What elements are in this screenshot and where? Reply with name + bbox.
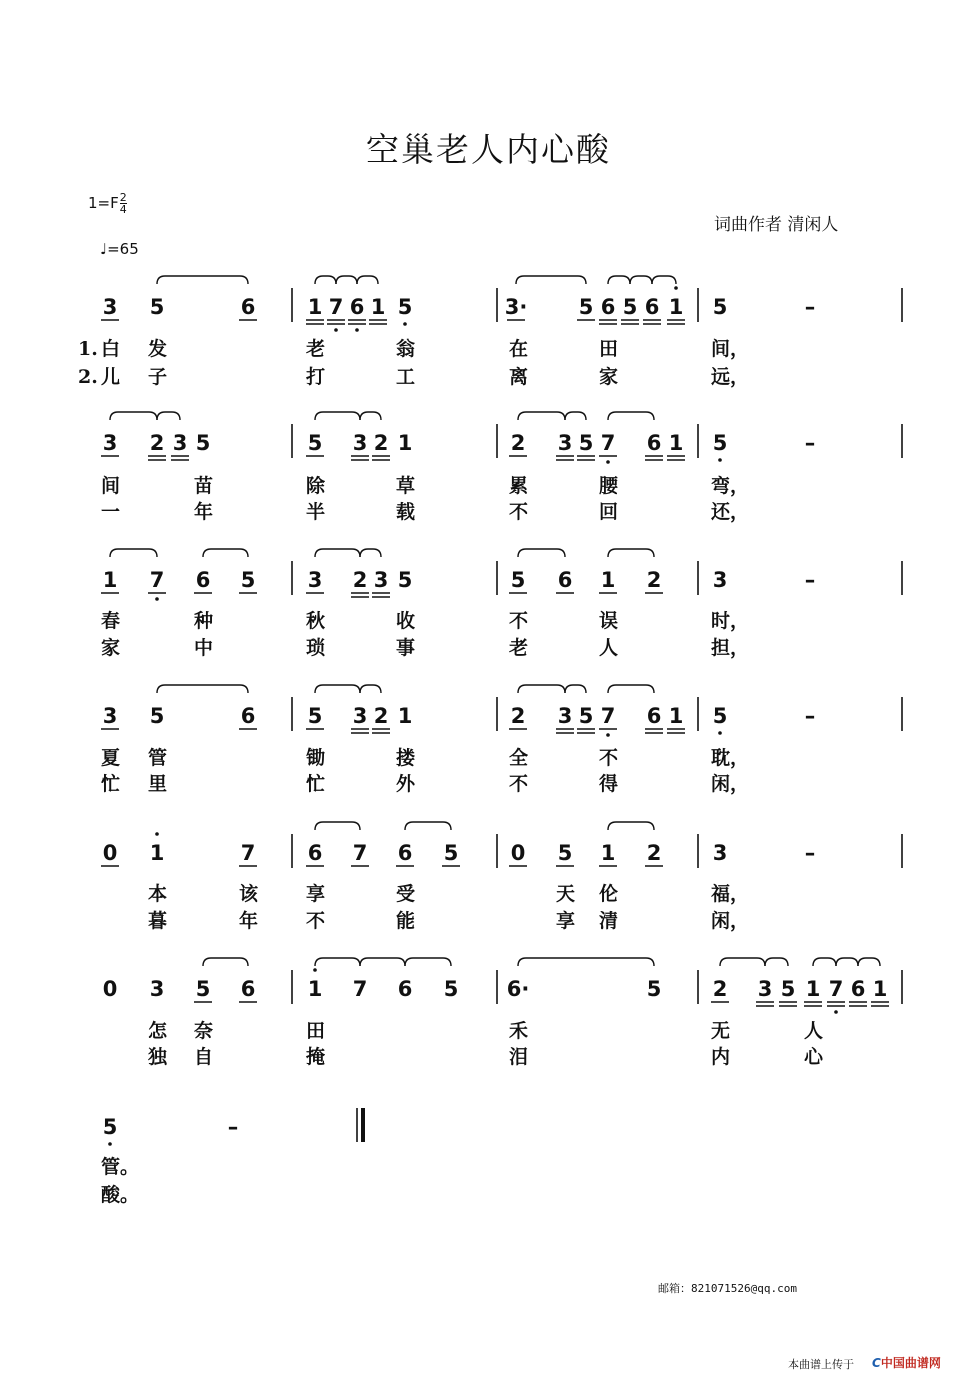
note: 3 [757, 977, 773, 1001]
note: 6 [397, 841, 413, 865]
note: 2 [149, 431, 165, 455]
lyric-verse-2: 年 [194, 501, 214, 523]
slur-arc [315, 276, 336, 284]
lyric-verse-1: 累 [509, 475, 529, 497]
low-octave-dot [108, 1142, 112, 1146]
slur-arc [110, 549, 157, 557]
note: 5 [578, 431, 594, 455]
note: 2 [646, 841, 662, 865]
lyric-verse-2: 半 [306, 501, 326, 523]
slur-arc [315, 822, 360, 830]
song-title: 空巢老人内心酸 [366, 130, 611, 169]
low-octave-dot [834, 1010, 838, 1014]
slur-arc [720, 958, 765, 966]
note: 7 [352, 977, 368, 1001]
note: 5 [195, 431, 211, 455]
note: 3 [102, 431, 118, 455]
note: 3 [102, 295, 118, 319]
lyric-verse-2: 老 [509, 637, 529, 659]
note: 1 [668, 704, 684, 728]
note: 1 [397, 431, 413, 455]
note: 3 [557, 431, 573, 455]
note: 1 [370, 295, 386, 319]
note: 5 [240, 568, 256, 592]
lyric-verse-1: 间， [711, 338, 750, 360]
note: 5 [195, 977, 211, 1001]
lyric-verse-1: 田 [306, 1020, 326, 1042]
slur-arc [608, 412, 654, 420]
low-octave-dot [155, 597, 159, 601]
lyric-verse-1: 弯， [711, 475, 750, 497]
tempo-value: =65 [107, 240, 139, 258]
quarter-note-icon: ♩ [100, 240, 108, 258]
tempo-mark [100, 240, 139, 258]
lyric-verse-1: 春 [101, 610, 121, 632]
slur-arc [858, 958, 880, 966]
lyric-verse-2: 清 [599, 910, 619, 932]
note: 5 [646, 977, 662, 1001]
lyric-verse-2: 工 [396, 366, 416, 388]
slur-arc [565, 685, 586, 693]
slur-arc [518, 412, 565, 420]
note: 5 [443, 841, 459, 865]
note: 6 [397, 977, 413, 1001]
site-logo [872, 1354, 941, 1371]
sustain-dash: – [804, 704, 816, 728]
lyric-verse-2: 心 [804, 1046, 824, 1068]
note: 6 [240, 977, 256, 1001]
note: 5 [102, 1115, 118, 1139]
note: 6 [195, 568, 211, 592]
lyric-verse-1: 夏 [101, 747, 121, 769]
low-octave-dot [606, 460, 610, 464]
slur-arc [203, 549, 248, 557]
lyric-verse-1: 受 [396, 883, 416, 905]
note: 3 [712, 568, 728, 592]
note: 5 [712, 295, 728, 319]
slur-arc [357, 276, 378, 284]
note: 3 [352, 431, 368, 455]
lyric-verse-1: 不 [599, 747, 619, 769]
note: 1 [600, 568, 616, 592]
time-bottom: 4 [119, 203, 127, 216]
note: 0 [102, 841, 118, 865]
lyric-verse-1: 间 [101, 475, 121, 497]
sustain-dash: – [804, 431, 816, 455]
note: 1 [307, 295, 323, 319]
sustain-dash: – [804, 841, 816, 865]
slur-arc [110, 412, 157, 420]
note: 5 [443, 977, 459, 1001]
note: 1 [872, 977, 888, 1001]
note: 7 [240, 841, 256, 865]
lyric-verse-1: 收 [396, 610, 416, 632]
note: 3 [102, 704, 118, 728]
note: 6· [506, 977, 530, 1001]
slur-arc [360, 958, 405, 966]
note: 5 [712, 431, 728, 455]
lyric-verse-1: 草 [396, 475, 416, 497]
lyric-verse-2: 享 [556, 910, 576, 932]
note: 5 [149, 704, 165, 728]
lyric-verse-1: 发 [148, 338, 168, 360]
slur-arc [157, 276, 248, 284]
note: 6 [644, 295, 660, 319]
slur-arc [157, 685, 248, 693]
lyric-verse-1: 奈 [194, 1020, 214, 1042]
note: 1 [102, 568, 118, 592]
low-octave-dot [718, 731, 722, 735]
lyric-verse-2: 闲， [711, 910, 750, 932]
lyric-verse-1: 管 [148, 747, 168, 769]
lyric-verse-1: 怎 [148, 1020, 168, 1042]
slur-arc [608, 276, 630, 284]
slur-arc [516, 276, 586, 284]
slur-arc [360, 549, 381, 557]
lyric-verse-1: 搂 [396, 747, 416, 769]
slur-arc [203, 958, 248, 966]
lyric-verse-2: 子 [148, 366, 168, 388]
note: 7 [352, 841, 368, 865]
slur-arc [836, 958, 858, 966]
note: 3 [307, 568, 323, 592]
note: 2 [712, 977, 728, 1001]
lyric-verse-2: 内 [711, 1046, 731, 1068]
lyric-verse-1: 老 [306, 338, 326, 360]
note: 6 [646, 431, 662, 455]
lyric-verse-2: 自 [194, 1046, 214, 1068]
lyric-verse-2: 远， [711, 366, 750, 388]
slur-arc [630, 276, 652, 284]
note: 2 [373, 431, 389, 455]
lyric-verse-2: 回 [599, 501, 619, 523]
note: 3 [172, 431, 188, 455]
note: 1 [668, 431, 684, 455]
verse-label-1: 1. [78, 338, 98, 360]
note: 0 [510, 841, 526, 865]
note: 5 [149, 295, 165, 319]
high-octave-dot [155, 832, 159, 836]
lyric-verse-2: 家 [101, 637, 121, 659]
lyric-verse-2: 担， [711, 637, 750, 659]
lyric-verse-1: 不 [509, 610, 529, 632]
lyric-verse-2: 事 [396, 637, 416, 659]
low-octave-dot [355, 328, 359, 332]
note: 1 [805, 977, 821, 1001]
note: 1 [600, 841, 616, 865]
note: 3 [352, 704, 368, 728]
slur-arc [315, 685, 360, 693]
note: 1 [397, 704, 413, 728]
time-top: 2 [119, 191, 127, 204]
lyric-verse-2: 打 [306, 366, 326, 388]
lyric-verse-1: 除 [306, 475, 326, 497]
note: 3 [712, 841, 728, 865]
lyric-verse-2: 独 [148, 1046, 168, 1068]
lyric-verse-2: 儿 [101, 366, 121, 388]
note: 3 [149, 977, 165, 1001]
lyric-verse-2: 琐 [306, 637, 326, 659]
lyric-verse-1: 人 [804, 1020, 824, 1042]
lyric-verse-2: 离 [509, 366, 529, 388]
note: 7 [828, 977, 844, 1001]
lyric-verse-1: 耽， [711, 747, 750, 769]
lyric-verse-1: 苗 [194, 475, 214, 497]
note: 2 [510, 431, 526, 455]
note: 6 [240, 295, 256, 319]
sustain-dash: – [804, 568, 816, 592]
low-octave-dot [718, 458, 722, 462]
contact-email: 邮箱：821071526@qq.com [658, 1282, 797, 1295]
composer-credit: 词曲作者 清闲人 [714, 215, 839, 235]
note: 7 [600, 704, 616, 728]
lyric-verse-1: 禾 [509, 1020, 529, 1042]
high-octave-dot [674, 286, 678, 290]
lyric-verse-1: 田 [599, 338, 619, 360]
lyric-verse-2: 外 [396, 773, 416, 795]
slur-arc [608, 685, 654, 693]
note: 6 [850, 977, 866, 1001]
lyric-verse-1: 伦 [599, 883, 619, 905]
note: 7 [600, 431, 616, 455]
lyric-verse-2: 里 [148, 773, 168, 795]
lyric-verse-2: 家 [599, 366, 619, 388]
slur-arc [336, 276, 357, 284]
verse-label-2: 2. [78, 366, 98, 388]
lyric-verse-2: 酸。 [101, 1184, 140, 1206]
note: 0 [102, 977, 118, 1001]
lyric-verse-2: 得 [599, 773, 619, 795]
lyric-verse-2: 一 [101, 501, 121, 523]
lyric-verse-2: 暮 [148, 910, 168, 932]
lyric-verse-1: 白 [101, 338, 121, 360]
lyric-verse-1: 全 [509, 747, 529, 769]
sustain-dash: – [227, 1115, 239, 1139]
lyric-verse-2: 中 [194, 637, 214, 659]
time-signature [120, 192, 127, 215]
note: 5 [622, 295, 638, 319]
note: 5 [307, 431, 323, 455]
lyric-verse-1: 翁 [396, 338, 416, 360]
slur-arc [518, 958, 654, 966]
note: 3 [373, 568, 389, 592]
sustain-dash: – [804, 295, 816, 319]
lyric-verse-2: 闲， [711, 773, 750, 795]
logo-site-name: 中国曲谱网 [880, 1356, 941, 1370]
logo-mark-icon: C [872, 1356, 881, 1370]
lyric-verse-2: 不 [509, 501, 529, 523]
slur-arc [565, 412, 586, 420]
slur-arc [405, 822, 451, 830]
note: 5 [712, 704, 728, 728]
note: 6 [646, 704, 662, 728]
lyric-verse-1: 该 [239, 883, 259, 905]
note: 3· [504, 295, 528, 319]
note: 7 [149, 568, 165, 592]
high-octave-dot [313, 968, 317, 972]
note: 1 [668, 295, 684, 319]
note: 2 [646, 568, 662, 592]
lyric-verse-2: 不 [509, 773, 529, 795]
note: 5 [510, 568, 526, 592]
lyric-verse-2: 泪 [509, 1046, 529, 1068]
slur-arc [157, 412, 180, 420]
lyric-verse-1: 秋 [306, 610, 326, 632]
lyric-verse-1: 腰 [599, 475, 619, 497]
note: 5 [557, 841, 573, 865]
slur-arc [315, 549, 360, 557]
slur-arc [518, 685, 565, 693]
key-signature [88, 192, 127, 215]
slur-arc [518, 549, 565, 557]
lyric-verse-1: 锄 [306, 747, 326, 769]
low-octave-dot [334, 328, 338, 332]
slur-arc [608, 549, 654, 557]
lyric-verse-2: 年 [239, 910, 259, 932]
note: 6 [557, 568, 573, 592]
slur-arc [360, 412, 381, 420]
slur-arc [765, 958, 788, 966]
note: 5 [578, 295, 594, 319]
note: 3 [557, 704, 573, 728]
lyric-verse-1: 种 [194, 610, 214, 632]
key-label: 1=F [88, 194, 119, 212]
lyric-verse-1: 时， [711, 610, 750, 632]
lyric-verse-1: 管。 [101, 1156, 140, 1178]
note: 2 [510, 704, 526, 728]
lyric-verse-2: 忙 [306, 773, 326, 795]
upload-note: 本曲谱上传于 [788, 1358, 854, 1371]
lyric-verse-2: 掩 [306, 1046, 326, 1068]
low-octave-dot [403, 322, 407, 326]
slur-arc [813, 958, 836, 966]
note: 2 [352, 568, 368, 592]
note: 7 [328, 295, 344, 319]
note: 5 [780, 977, 796, 1001]
slur-arc [315, 412, 360, 420]
slur-arc [315, 958, 360, 966]
note: 6 [600, 295, 616, 319]
note: 2 [373, 704, 389, 728]
lyric-verse-2: 载 [396, 501, 416, 523]
slur-arc [608, 822, 654, 830]
lyric-verse-2: 不 [306, 910, 326, 932]
lyric-verse-2: 人 [599, 637, 619, 659]
lyric-verse-1: 在 [509, 338, 529, 360]
lyric-verse-1: 无 [711, 1020, 731, 1042]
lyric-verse-1: 误 [599, 610, 619, 632]
lyric-verse-1: 福， [711, 883, 750, 905]
lyric-verse-1: 天 [556, 883, 576, 905]
slur-arc [360, 685, 381, 693]
low-octave-dot [606, 733, 610, 737]
slur-arc [405, 958, 451, 966]
lyric-verse-2: 忙 [101, 773, 121, 795]
note: 6 [307, 841, 323, 865]
lyric-verse-1: 本 [148, 883, 168, 905]
note: 1 [149, 841, 165, 865]
note: 5 [578, 704, 594, 728]
slur-arc [652, 276, 676, 284]
lyric-verse-2: 能 [396, 910, 416, 932]
note: 6 [349, 295, 365, 319]
note: 5 [397, 295, 413, 319]
note: 5 [307, 704, 323, 728]
note: 5 [397, 568, 413, 592]
note: 6 [240, 704, 256, 728]
note: 1 [307, 977, 323, 1001]
lyric-verse-2: 还， [711, 501, 750, 523]
lyric-verse-1: 享 [306, 883, 326, 905]
